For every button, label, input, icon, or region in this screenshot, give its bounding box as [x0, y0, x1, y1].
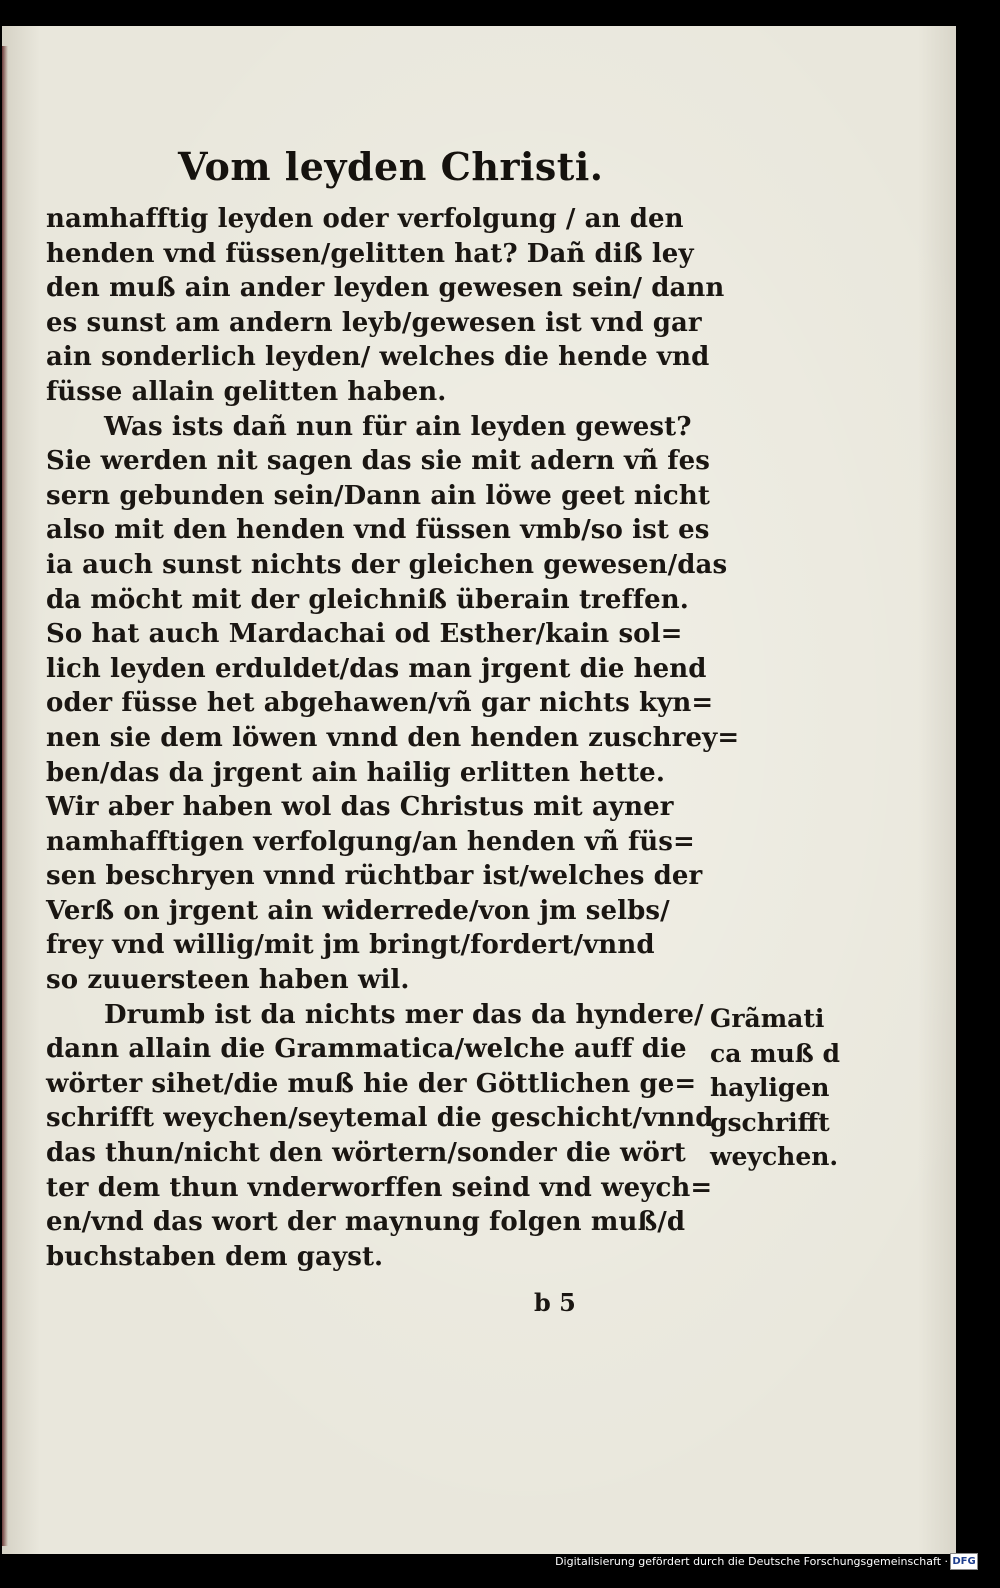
text-line: ia auch sunst nichts der gleichen gewesen/das [46, 549, 728, 580]
text-line: schrifft weychen/seytemal die geschicht/vnnd [46, 1103, 714, 1134]
text-line: So hat auch Mardachai od Esther/kain sol= [46, 619, 683, 650]
text-line: da möcht mit der gleichniß überain treffen. [46, 584, 689, 615]
margin-note-line: ca muß d [710, 1038, 840, 1068]
text-line: den muß ain ander leyden gewesen sein/ dann [46, 273, 725, 304]
text-line: Wir aber haben wol das Christus mit ayner [46, 792, 674, 823]
text-line: das thun/nicht den wörtern/sonder die wört [46, 1138, 686, 1169]
text-line: namhafftig leyden oder verfolgung / an den [46, 204, 684, 234]
text-line: frey vnd willig/mit jm bringt/fordert/vnnd [46, 930, 655, 961]
text-line: ben/das da jrgent ain hailig erlitten hette. [46, 757, 665, 788]
page-binding-edge [2, 46, 8, 1546]
text-line: lich leyden erduldet/das man jrgent die hend [46, 653, 707, 684]
text-line: namhafftigen verfolgung/an henden vñ füs= [46, 826, 695, 857]
text-line: also mit den henden vnd füssen vmb/so ist es [46, 515, 710, 546]
text-line: buchstaben dem gayst. [46, 1241, 384, 1272]
text-line: oder füsse het abgehawen/vñ gar nichts kyn= [46, 688, 714, 719]
funding-credit: Digitalisierung gefördert durch die Deutsche Forschungsgemeinschaft · [555, 1555, 948, 1568]
margin-note-line: weychen. [710, 1142, 839, 1172]
text-line: sern gebunden sein/Dann ain löwe geet nicht [46, 480, 710, 511]
body-text [46, 202, 740, 1274]
text-line: dann allain die Grammatica/welche auff die [46, 1034, 687, 1065]
text-line: so zuuersteen haben wil. [46, 965, 410, 996]
text-line: en/vnd das wort der maynung folgen muß/d [46, 1207, 686, 1238]
text-line: ain sonderlich leyden/ welches die hende vnd [46, 342, 710, 373]
margin-note [710, 1002, 860, 1175]
scanned-page [2, 26, 956, 1554]
text-line: wörter sihet/die muß hie der Göttlichen ge= [46, 1068, 697, 1099]
margin-note-line: gschrifft [710, 1107, 830, 1137]
page-heading: Vom leyden Christi. [178, 144, 604, 189]
text-line: henden vnd füssen/gelitten hat? Dañ diß ley [46, 238, 694, 269]
text-line: Was ists dañ nun für ain leyden gewest? [104, 411, 692, 442]
text-line: Drumb ist da nichts mer das da hyndere/ [104, 999, 704, 1030]
text-line: sen beschryen vnnd rüchtbar ist/welches der [46, 861, 703, 892]
signature-mark: b 5 [534, 1288, 576, 1317]
text-line: nen sie dem löwen vnnd den henden zuschrey= [46, 722, 740, 753]
text-line: ter dem thun vnderworffen seind vnd weych= [46, 1172, 713, 1203]
text-line: Sie werden nit sagen das sie mit adern vñ fes [46, 446, 710, 477]
text-line: es sunst am andern leyb/gewesen ist vnd gar [46, 307, 702, 338]
margin-note-line: Grãmati [710, 1004, 825, 1033]
text-line: füsse allain gelitten haben. [46, 376, 447, 407]
margin-note-line: hayligen [710, 1073, 830, 1103]
text-line: Verß on jrgent ain widerrede/von jm selbs/ [46, 895, 670, 926]
dfg-logo: DFG [950, 1553, 978, 1570]
